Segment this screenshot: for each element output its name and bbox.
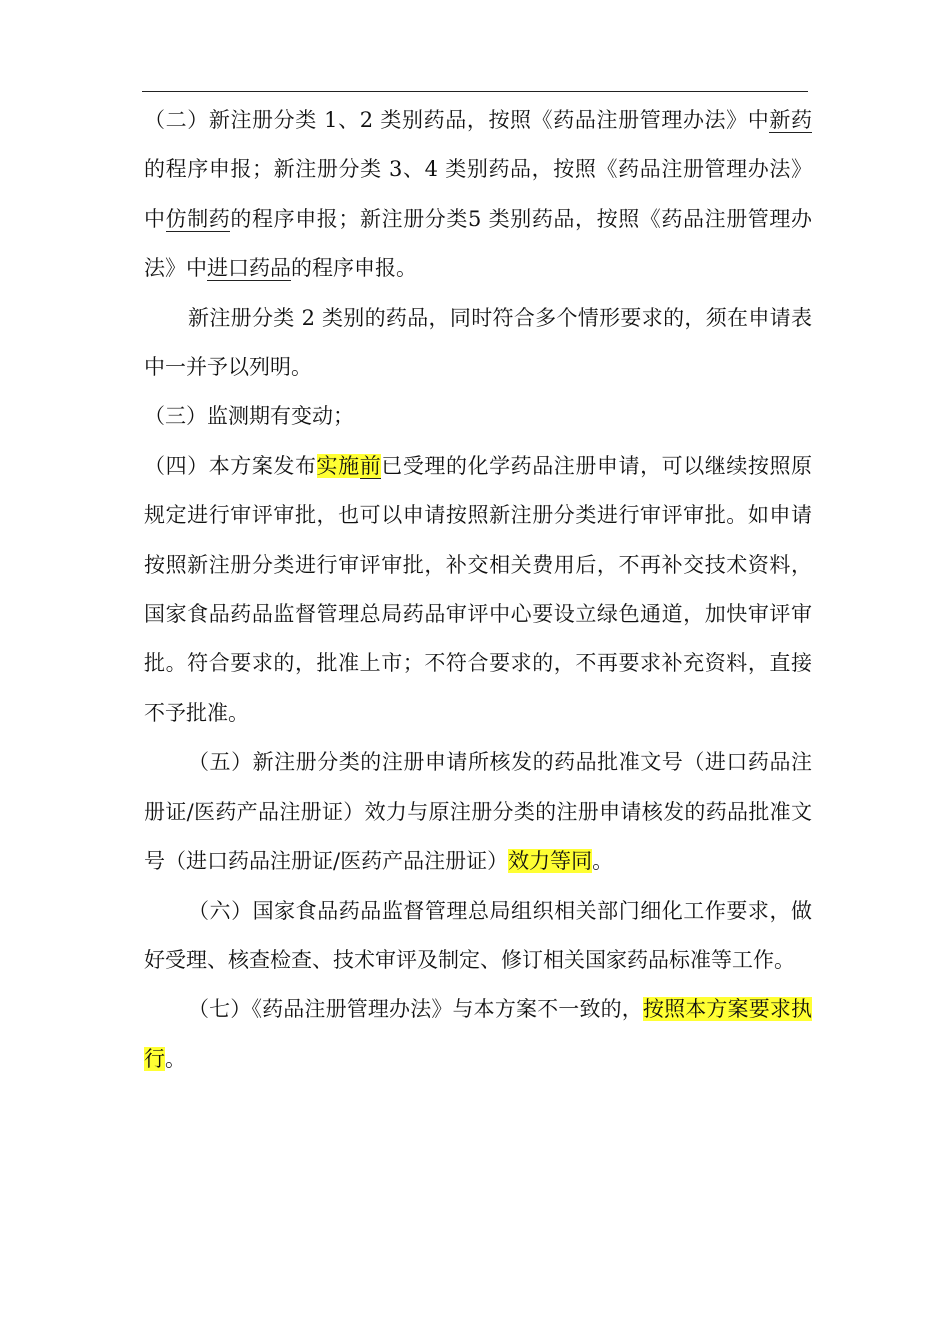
highlight-underlined-before: 前 bbox=[359, 453, 382, 478]
highlight-follow-this-plan: 按照本方案要求执行 bbox=[144, 997, 813, 1071]
highlight-equal-validity: 效力等同 bbox=[508, 849, 593, 874]
text-run: 。 bbox=[592, 849, 614, 874]
highlight-implementation: 实施 bbox=[316, 453, 360, 478]
underlined-term-new-drug: 新药 bbox=[769, 108, 813, 132]
underlined-term-generic-drug: 仿制药 bbox=[165, 206, 231, 231]
paragraph-4 bbox=[144, 442, 812, 738]
paragraph-2 bbox=[144, 96, 812, 294]
text-run: 已受理的化学药品注册申请，可以继续按照原规定进行审评审批，也可以申请按照新注册分类进行审评审批。如申请按照新注册分类进行审评审批，补交相关费用后，不再补交技术资料，国家食品药品监督管理总局药品审评中心要设立绿色通道，加快审评审批。符合要求的，批准上市；不符合要求的，不再要求补充资料，直接不予批准。 bbox=[144, 453, 813, 725]
text-run: （二）新注册分类 1、2 类别药品，按照《药品注册管理办法》中 bbox=[144, 108, 770, 132]
text-run: （三）监测期有变动； bbox=[144, 404, 354, 429]
paragraph-7 bbox=[144, 985, 812, 1084]
paragraph-category-2-note bbox=[144, 294, 812, 393]
text-run: 的程序申报；新注册分类5 类别药品，按照《药品注册管理办法》中 bbox=[144, 206, 812, 281]
text-run: 。 bbox=[165, 1046, 186, 1071]
text-run: （七）《药品注册管理办法》与本方案不一致的， bbox=[188, 997, 643, 1022]
text-run: 的程序申报；新注册分类 3、4 类别药品，按照《药品注册管理办法》中 bbox=[144, 157, 812, 231]
underlined-term-imported-drug: 进口药品 bbox=[207, 256, 291, 281]
header-rule bbox=[142, 91, 808, 92]
paragraph-3 bbox=[144, 392, 812, 441]
text-run: （四）本方案发布 bbox=[144, 453, 317, 478]
paragraph-5 bbox=[144, 738, 812, 886]
text-run: 新注册分类 2 类别的药品，同时符合多个情形要求的，须在申请表中一并予以列明。 bbox=[144, 305, 812, 380]
text-run: （五）新注册分类的注册申请所核发的药品批准文号（进口药品注册证/医药产品注册证）效力与原注册分类的注册申请核发的药品批准文号（进口药品注册证/医药产品注册证） bbox=[144, 750, 812, 874]
paragraph-6 bbox=[144, 887, 812, 986]
document-body bbox=[144, 96, 812, 1084]
text-run: 的程序申报。 bbox=[291, 256, 417, 281]
text-run: （六）国家食品药品监督管理总局组织相关部门细化工作要求，做好受理、核查检查、技术审评及制定、修订相关国家药品标准等工作。 bbox=[144, 898, 812, 972]
